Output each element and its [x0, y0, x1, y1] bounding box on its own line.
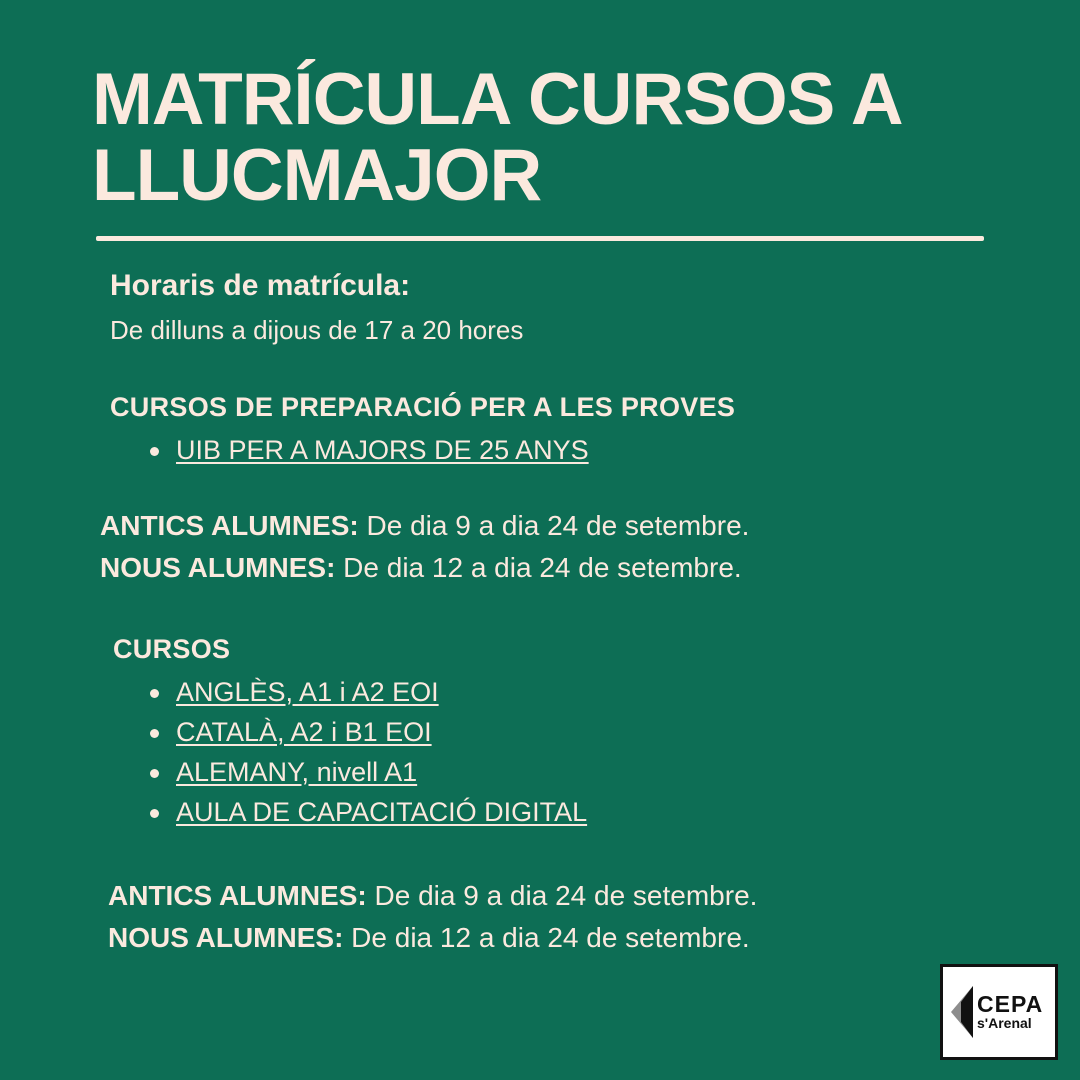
list-item[interactable] — [146, 753, 992, 793]
prep-course-list — [110, 431, 992, 471]
table-row — [100, 547, 992, 590]
course-label-german: ALEMANY, nivell A1 — [176, 756, 418, 787]
list-item[interactable] — [146, 713, 992, 753]
list-item[interactable] — [146, 673, 992, 713]
new-students-value: De dia 12 a dia 24 de setembre. — [343, 922, 750, 954]
new-students-label: NOUS ALUMNES: — [108, 922, 344, 954]
old-students-label: ANTICS ALUMNES: — [108, 879, 367, 911]
course-label-catalan: CATALÀ, A2 i B1 EOI — [176, 716, 432, 747]
course-label-digital: AULA DE CAPACITACIÓ DIGITAL — [176, 796, 588, 827]
schedule-text: De dilluns a dijous de 17 a 20 hores — [110, 314, 524, 345]
schedule-heading: Horaris de matrícula: — [110, 268, 411, 302]
prep-courses-block — [88, 392, 992, 471]
list-item[interactable] — [146, 793, 992, 833]
old-students-label: ANTICS ALUMNES: — [100, 509, 359, 541]
arrow-left-icon — [949, 984, 975, 1040]
logo-text — [977, 990, 1044, 1032]
old-students-value: De dia 9 a dia 24 de setembre. — [366, 879, 758, 911]
page-title: MATRÍCULA CURSOS A LLUCMAJOR — [92, 59, 900, 216]
list-item[interactable] — [146, 431, 992, 471]
new-students-value: De dia 12 a dia 24 de setembre. — [335, 552, 742, 584]
new-students-label: NOUS ALUMNES: — [100, 552, 336, 584]
prep-course-label: UIB PER A MAJORS DE 25 ANYS — [176, 434, 589, 465]
table-row — [108, 917, 992, 960]
old-students-value: De dia 9 a dia 24 de setembre. — [358, 509, 750, 541]
logo — [940, 964, 1058, 1060]
courses-heading: CURSOS — [113, 633, 231, 664]
table-row — [108, 875, 992, 918]
prep-dates-block — [88, 505, 992, 590]
title-divider — [96, 236, 984, 241]
courses-block — [88, 634, 992, 833]
logo-sub: s'Arenal — [977, 1014, 1032, 1031]
logo-name: CEPA — [977, 990, 1044, 1017]
schedule-block — [88, 269, 992, 346]
prep-section-heading: CURSOS DE PREPARACIÓ PER A LES PROVES — [110, 391, 736, 422]
table-row — [100, 505, 992, 548]
courses-dates-block — [88, 875, 992, 960]
course-label-english: ANGLÈS, A1 i A2 EOI — [176, 676, 439, 707]
courses-list — [110, 673, 992, 833]
